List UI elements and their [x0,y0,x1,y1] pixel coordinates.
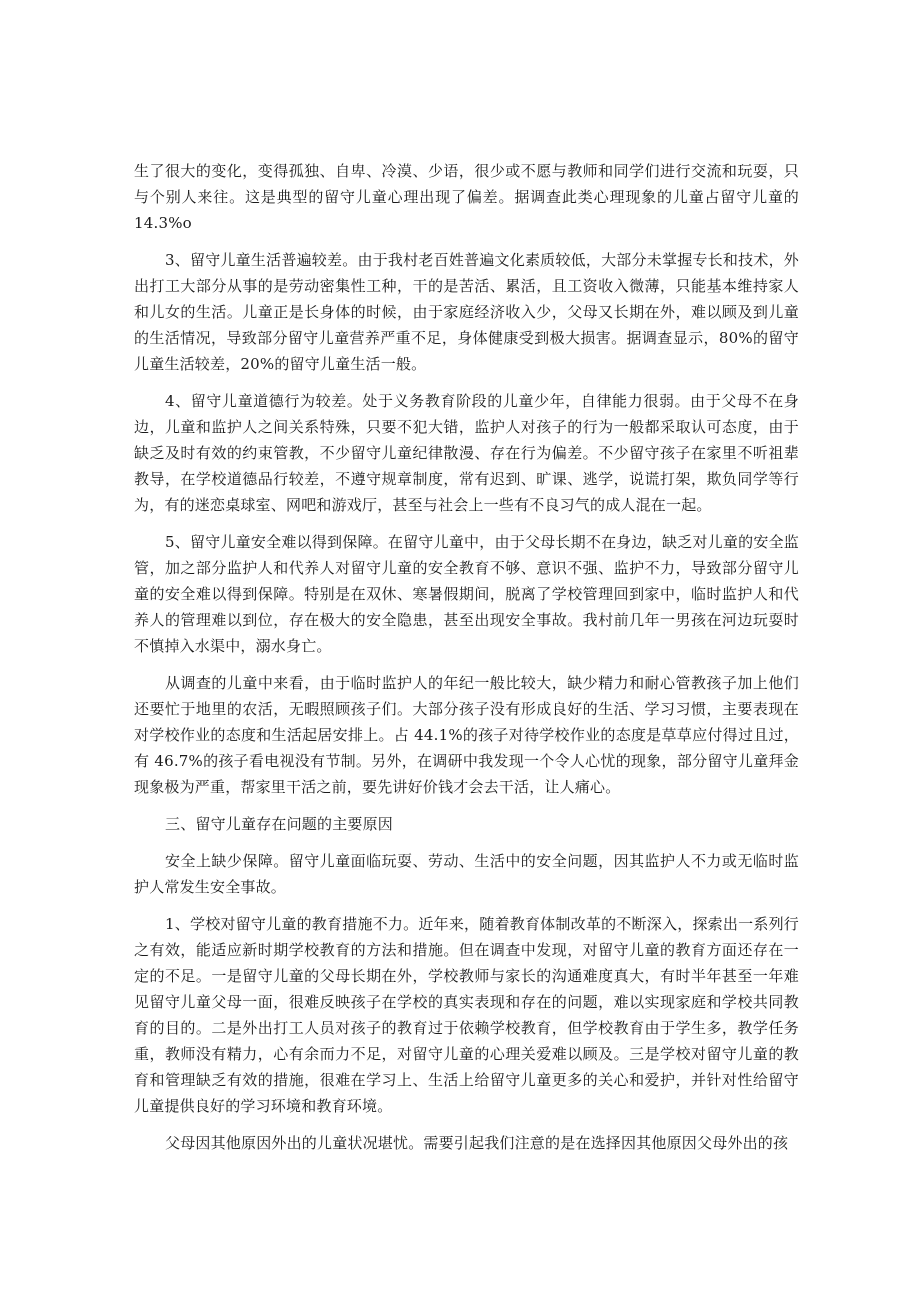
paragraph-moral-behavior: 4、留守儿童道德行为较差。处于义务教育阶段的儿童少年，自律能力很弱。由于父母不在身边，儿童和监护人之间关系特殊，只要不犯大错，监护人对孩子的行为一般都采取认可态度，由于缺乏及时有效的约束管教，不少留守儿童纪律散漫、存在行为偏差。不少留守孩子在家里不听祖辈教导，在学校道德品行较差，不遵守规章制度，常有迟到、旷课、逃学，说谎打架，欺负同学等行为，有的迷恋桌球室、网吧和游戏厅，甚至与社会上一些有不良习气的成人混在一起。 [134,392,799,514]
paragraph-safety: 5、留守儿童安全难以得到保障。在留守儿童中，由于父母长期不在身边，缺乏对儿童的安全监管，加之部分监护人和代养人对留守儿童的安全教育不够、意识不强、监护不力，导致部分留守儿童的安全难以得到保障。特别是在双休、寒暑假期间，脱离了学校管理回到家中，临时监护人和代养人的管理难以到位，存在极大的安全隐患，甚至出现安全事故。我村前几年一男孩在河边玩耍时不慎掉入水渠中，溺水身亡。 [134,533,799,655]
section-heading-causes: 三、留守儿童存在问题的主要原因 [165,815,394,833]
paragraph-survey-findings: 从调查的儿童中来看，由于临时监护人的年纪一般比较大，缺少精力和耐心管教孩子加上他们还要忙于地里的农活，无暇照顾孩子们。大部分孩子没有形成良好的生活、学习习惯，主要表现在对学校作业的态度和生活起居安排上。占 44.1%的孩子对待学校作业的态度是草草应付得过且过，有 46.7%的孩子看电视没有节制。另外，在调研中我发现一个令人心忧的现象，部分留守儿童拜金现象极为严重，帮家里干活之前，要先讲好价钱才会去干活，让人痛心。 [134,674,799,796]
paragraph-safety-lacking: 安全上缺少保障。留守儿童面临玩耍、劳动、生活中的安全问题，因其监护人不力或无临时监护人常发生安全事故。 [134,852,799,896]
paragraph-other-reasons: 父母因其他原因外出的儿童状况堪忧。需要引起我们注意的是在选择因其他原因父母外出的孩 [165,1134,789,1152]
paragraph-living-conditions: 3、留守儿童生活普遍较差。由于我村老百姓普遍文化素质较低，大部分未掌握专长和技术，外出打工大部分从事的是劳动密集性工种，干的是苦活、累活，且工资收入微薄，只能基本维持家人和儿女的生活。儿童正是长身体的时候，由于家庭经济收入少，父母又长期在外，难以顾及到儿童的生活情况，导致部分留守儿童营养严重不足，身体健康受到极大损害。据调查显示，80%的留守儿童生活较差，20%的留守儿童生活一般。 [134,251,799,373]
paragraph-school-measures: 1、学校对留守儿童的教育措施不力。近年来，随着教育体制改革的不断深入，探索出一系列行之有效，能适应新时期学校教育的方法和措施。但在调查中发现，对留守儿童的教育方面还存在一定的不足。一是留守儿童的父母长期在外，学校教师与家长的沟通难度真大，有时半年甚至一年难见留守儿童父母一面，很难反映孩子在学校的真实表现和存在的问题，难以实现家庭和学校共同教育的目的。二是外出打工人员对孩子的教育过于依赖学校教育，但学校教育由于学生多，教学任务重，教师没有精力，心有余而力不足，对留守儿童的心理关爱难以顾及。三是学校对留守儿童的教育和管理缺乏有效的措施，很难在学习上、生活上给留守儿童更多的关心和爱护，并针对性给留守儿童提供良好的学习环境和教育环境。 [134,915,799,1115]
paragraph-continuation: 生了很大的变化，变得孤独、自卑、冷漠、少语，很少或不愿与教师和同学们进行交流和玩耍，只与个别人来往。这是典型的留守儿童心理出现了偏差。据调查此类心理现象的儿童占留守儿童的 14.3%o [134,162,799,232]
document-body [134,158,799,1167]
